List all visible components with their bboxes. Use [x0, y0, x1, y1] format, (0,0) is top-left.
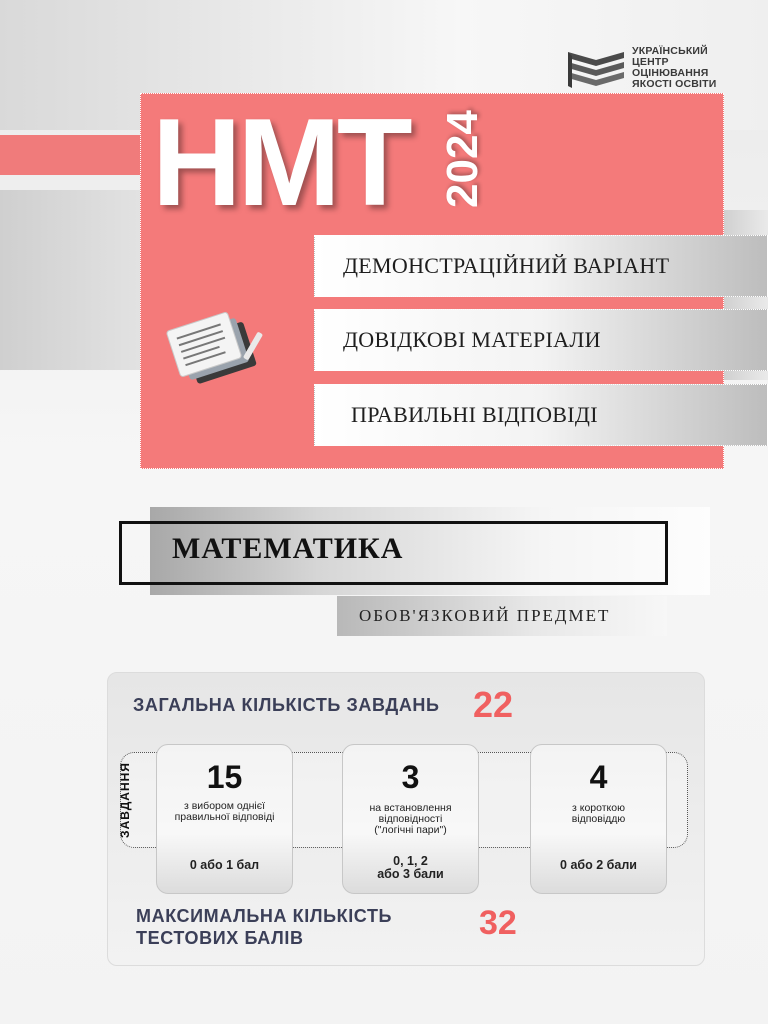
task-description-line: на встановлення: [369, 802, 452, 814]
background-accent-band: [0, 135, 140, 175]
logo-text: [632, 46, 717, 90]
subject-status-label: ОБОВ'ЯЗКОВИЙ ПРЕДМЕТ: [359, 606, 611, 625]
correct-answers-label: ПРАВИЛЬНІ ВІДПОВІДІ: [351, 402, 598, 427]
max-score-label-line: МАКСИМАЛЬНА КІЛЬКІСТЬ: [136, 906, 393, 926]
logo-line: ОЦІНЮВАННЯ: [632, 67, 709, 79]
task-description: [161, 801, 288, 823]
task-score: [343, 855, 478, 881]
logo-line: ЯКОСТІ ОСВІТИ: [632, 78, 717, 90]
task-description-line: відповіддю: [571, 813, 626, 825]
task-type-card: [342, 744, 479, 894]
task-description: [535, 803, 662, 825]
subject-title: МАТЕМАТИКА: [172, 532, 404, 565]
task-type-card: [530, 744, 667, 894]
documents-icon: [160, 305, 272, 393]
demo-variant-button[interactable]: [314, 235, 768, 297]
tasks-vertical-label: ЗАВДАННЯ: [118, 762, 132, 838]
task-count: 4: [589, 759, 608, 795]
total-tasks-value: 22: [473, 684, 514, 725]
logo-book-icon: [566, 46, 626, 94]
correct-answers-button[interactable]: [314, 384, 768, 446]
total-tasks-label: ЗАГАЛЬНА КІЛЬКІСТЬ ЗАВДАНЬ: [133, 695, 440, 715]
task-description-line: відповідності: [378, 813, 443, 825]
logo-line: УКРАЇНСЬКИЙ: [632, 45, 708, 57]
subject-status-badge: [337, 596, 667, 636]
task-description-line: ("логічні пари"): [374, 824, 447, 836]
demo-variant-label: ДЕМОНСТРАЦІЙНИЙ ВАРІАНТ: [343, 253, 670, 278]
task-count: 15: [206, 759, 243, 795]
task-score-line: або 3 бали: [377, 867, 444, 881]
task-score-line: 0, 1, 2: [393, 854, 428, 868]
ukr-center-logo: [566, 46, 736, 94]
max-score-value: 32: [479, 904, 517, 942]
task-description-line: з короткою: [572, 802, 625, 814]
task-description-line: з вибором однієї: [184, 800, 265, 812]
max-score-label-line: ТЕСТОВИХ БАЛІВ: [136, 928, 304, 948]
logo-line: ЦЕНТР: [632, 56, 669, 68]
task-description: [347, 803, 474, 836]
task-description-line: правильної відповіді: [174, 811, 275, 823]
max-score-label: [136, 905, 392, 949]
page-year: 2024: [438, 110, 487, 208]
reference-materials-label: ДОВІДКОВІ МАТЕРІАЛИ: [343, 327, 601, 352]
reference-materials-button[interactable]: [314, 309, 768, 371]
background-band: [0, 190, 140, 370]
task-count: 3: [401, 759, 420, 795]
page-title: НМТ: [152, 94, 409, 232]
task-type-card: [156, 744, 293, 894]
task-score: 0 або 1 бал: [189, 858, 260, 872]
task-score: 0 або 2 бали: [560, 858, 637, 872]
